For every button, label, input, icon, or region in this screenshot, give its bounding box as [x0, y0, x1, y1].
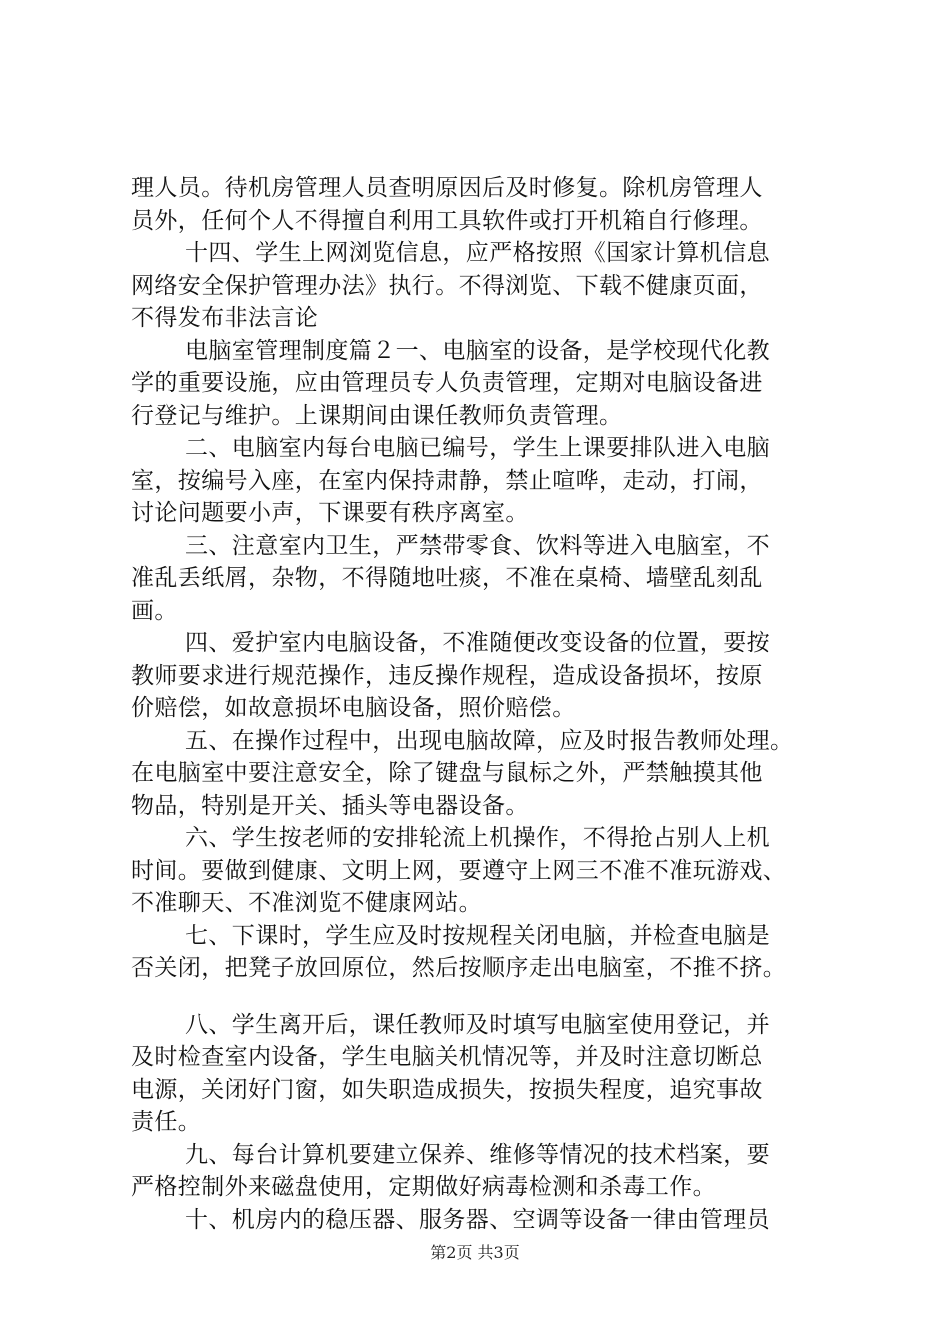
text-line: 室，按编号入座，在室内保持肃静，禁止喧哗，走动，打闹， [131, 467, 763, 494]
text-line: 教师要求进行规范操作，违反操作规程，造成设备损坏，按原 [131, 662, 763, 689]
text-line: 二、电脑室内每台电脑已编号，学生上课要排队进入电脑 [185, 435, 770, 461]
text-line: 严格控制外来磁盘使用，定期做好病毒检测和杀毒工作。 [131, 1174, 716, 1200]
text-line: 电脑室管理制度篇２一、电脑室的设备，是学校现代化教 [185, 337, 770, 364]
text-line: 行登记与维护。上课期间由课任教师负责管理。 [131, 402, 623, 429]
text-line: 责任。 [131, 1109, 202, 1135]
text-line: 否关闭，把凳子放回原位，然后按顺序走出电脑室，不推不挤。 [131, 955, 787, 981]
text-line: 员外，任何个人不得擅自利用工具软件或打开机箱自行修理。 [131, 207, 763, 234]
text-line: 物品，特别是开关、插头等电器设备。 [131, 792, 529, 819]
text-line: 画。 [131, 597, 178, 624]
text-line: 十四、学生上网浏览信息，应严格按照《国家计算机信息 [185, 240, 770, 266]
paragraph-gap [131, 985, 843, 1009]
text-line: 讨论问题要小声，下课要有秩序离室。 [131, 500, 529, 526]
text-line: 准乱丢纸屑，杂物，不得随地吐痰，不准在桌椅、墙壁乱刻乱 [131, 565, 763, 591]
text-line: 及时检查室内设备，学生电脑关机情况等，并及时注意切断总 [131, 1044, 763, 1070]
text-line: 四、爱护室内电脑设备，不准随便改变设备的位置，要按 [185, 630, 770, 656]
text-line: 六、学生按老师的安排轮流上机操作，不得抢占别人上机 [185, 825, 770, 851]
text-line: 学的重要设施，应由管理员专人负责管理，定期对电脑设备进 [131, 370, 763, 396]
text-line: 时间。要做到健康、文明上网，要遵守上网三不准不准玩游戏、 [131, 857, 787, 884]
text-line: 五、在操作过程中，出现电脑故障，应及时报告教师处理。 [185, 727, 794, 754]
text-line: 八、学生离开后，课任教师及时填写电脑室使用登记，并 [185, 1011, 770, 1038]
text-line: 七、下课时，学生应及时按规程关闭电脑，并检查电脑是 [185, 922, 770, 949]
text-line: 网络安全保护管理办法》执行。不得浏览、下载不健康页面， [131, 272, 763, 299]
text-line: 不准聊天、不准浏览不健康网站。 [131, 890, 482, 916]
text-line: 电源，关闭好门窗，如失职造成损失，按损失程度，追究事故 [131, 1076, 763, 1103]
page-number-footer: 第2页 共3页 [430, 1243, 520, 1262]
text-line: 价赔偿，如故意损坏电脑设备，照价赔偿。 [131, 695, 576, 721]
text-line: 九、每台计算机要建立保养、维修等情况的技术档案，要 [185, 1141, 770, 1168]
text-line: 在电脑室中要注意安全，除了键盘与鼠标之外，严禁触摸其他 [131, 760, 763, 786]
document-body [131, 172, 843, 1236]
text-line: 不得发布非法言论 [131, 305, 319, 331]
text-line: 三、注意室内卫生，严禁带零食、饮料等进入电脑室，不 [185, 532, 770, 559]
text-line: 十、机房内的稳压器、服务器、空调等设备一律由管理员 [185, 1206, 770, 1233]
text-line: 理人员。待机房管理人员查明原因后及时修复。除机房管理人 [131, 175, 763, 201]
